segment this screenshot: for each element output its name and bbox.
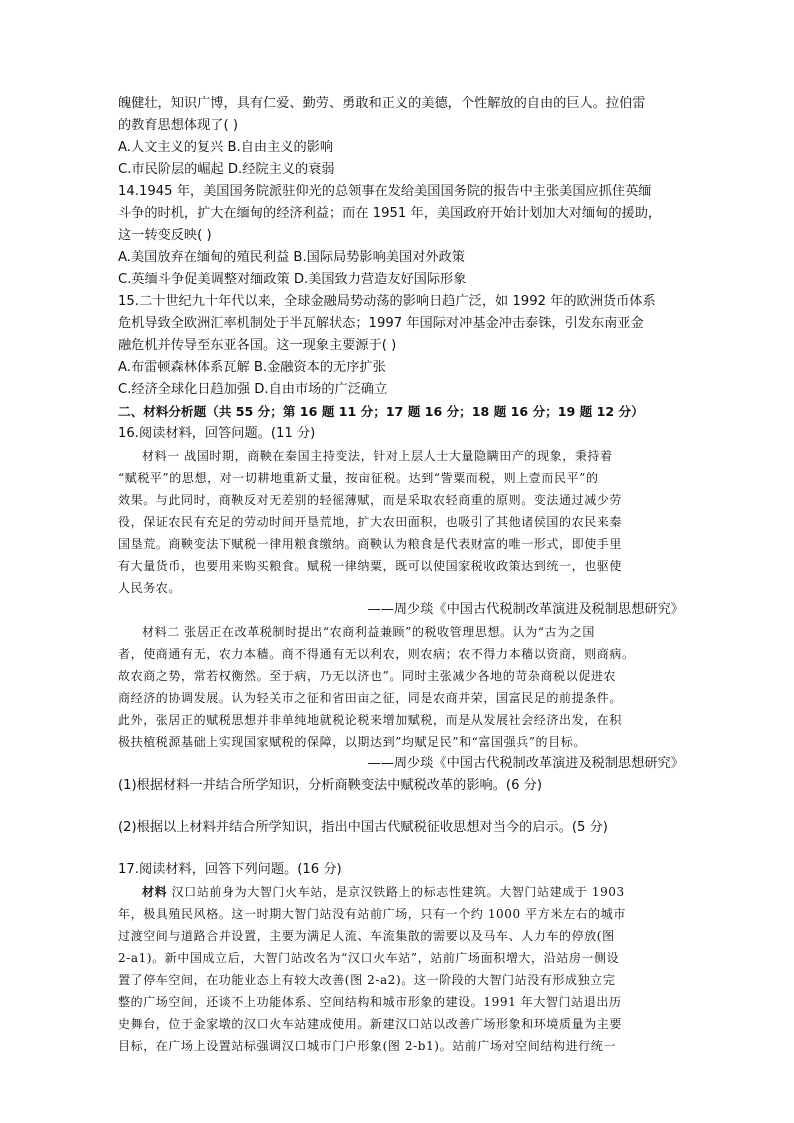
- q15-stem-line: 15.二十世纪九十年代以来，全球金融局势动荡的影响日趋广泛，如 1992 年的欧洲货币体系: [118, 294, 656, 309]
- q14-options-cd: C.英缅斗争促美调整对缅政策 D.美国致力营造友好国际形象: [118, 272, 467, 287]
- q13-stem-line: 魄健壮，知识广博，具有仁爱、勤劳、勇敢和正义的美德，个性解放的自由的巨人。拉伯雷: [118, 96, 646, 111]
- q16-material2-source: ——周少琰《中国古代税制改革演进及税制思想研究》: [367, 756, 684, 771]
- q15-stem-line: 危机导致全欧洲汇率机制处于半瓦解状态；1997 年国际对冲基金冲击泰铢，引发东南亚金: [118, 316, 644, 331]
- q17-material-line: 过渡空间与道路合并设置，主要为满足人流、车流集散的需要以及马车、人力车的停放(图: [118, 929, 615, 943]
- q17-material-line: 年，极具殖民风格。这一时期大智门站没有站前广场，只有一个约 1000 平方米左右的城市: [118, 907, 626, 921]
- q13-options-cd: C.市民阶层的崛起 D.经院主义的衰弱: [118, 162, 335, 177]
- q16-material2-line: 商经济的协调发展。认为轻关市之征和省田亩之征，同是农商并荣，国富民足的前提条件。: [118, 691, 623, 705]
- q15-options-cd: C.经济全球化日趋加强 D.自由市场的广泛确立: [118, 382, 388, 397]
- q17-material-line: 2-a1)。新中国成立后，大智门站改名为“汉口火车站”，站前广场面积增大，沿站房一侧设: [118, 951, 620, 965]
- q16-material1-line: 国垦荒。商鞅变法下赋税一律用粮食缴纳。商鞅认为粮食是代表财富的唯一形式，即使手里: [118, 537, 623, 551]
- q17-title: 17.阅读材料，回答下列问题。(16 分): [118, 862, 342, 877]
- q16-material2-line: 极扶植税源基础上实现国家赋税的保障，以期达到”均赋足民”和“富国强兵”的目标。: [118, 735, 586, 749]
- q15-stem-line: 融危机并传导至东亚各国。这一现象主要源于( ): [118, 338, 397, 353]
- q16-material1-line: 有大量货币，也要用来购买粮食。赋税一律纳粟，既可以使国家税收政策达到统一，也驱使: [118, 559, 623, 573]
- q16-material1-line: 效果。与此同时，商鞅反对无差别的轻徭薄赋，而是采取农轻商重的原则。变法通过减少劳: [118, 493, 623, 507]
- q16-material2-line: 故农商之势，常若权衡然。至于病，乃无以济也”。同时主张减少各地的苛杂商税以促进农: [118, 669, 617, 683]
- q16-material1-line: 材料一 战国时期，商鞅在秦国主持变法，针对上层人士大量隐瞒田产的现象，秉持着: [142, 449, 613, 463]
- q16-material1-line: 人民务农。: [118, 581, 182, 595]
- q16-material2-line: 此外，张居正的赋税思想并非单纯地就税论税来增加赋税，而是从发展社会经济出发，在积: [118, 713, 623, 727]
- q16-material1-line: 役，保证农民有充足的劳动时间开垦荒地，扩大农田面积，也吸引了其他诸侯国的农民来秦: [118, 515, 623, 529]
- q16-subquestion-2: (2)根据以上材料并结合所学知识，指出中国古代赋税征收思想对当今的启示。(5 分): [118, 820, 608, 835]
- q15-options-ab: A.布雷顿森林体系瓦解 B.金融资本的无序扩张: [118, 360, 386, 375]
- q16-material2-line: 材料二 张居正在改革税制时提出“农商利益兼顾”的税收管理思想。认为“古为之国: [142, 625, 596, 639]
- q16-material2-line: 者，使商通有无，农力本穑。商不得通有无以利农，则农病；农不得力本穑以资商，则商病。: [118, 647, 635, 661]
- q16-material1-line: “赋税平”的思想，对一切耕地重新丈量，按亩征税。达到“訾粟而税，则上壹而民平”的: [118, 471, 599, 485]
- q13-stem-line: 的教育思想体现了( ): [118, 118, 238, 133]
- q14-stem-line: 斗争的时机，扩大在缅甸的经济利益；而在 1951 年，美国政府开始计划加大对缅甸的援助，: [118, 206, 662, 221]
- q16-material1-source: ——周少琰《中国古代税制改革演进及税制思想研究》: [367, 602, 684, 617]
- q16-title: 16.阅读材料，回答问题。(11 分): [118, 426, 316, 441]
- q17-material-line: 置了停车空间，在功能业态上有较大改善(图 2-a2)。这一阶段的大智门站没有形成独立完: [118, 973, 616, 987]
- section-heading: 二、材料分析题（共 55 分；第 16 题 11 分；17 题 16 分；18 题 16 分；19 题 12 分）: [118, 404, 644, 419]
- q17-material-line: 目标，在广场上设置站标强调汉口城市门户形象(图 2-b1)。站前广场对空间结构进行统一: [118, 1039, 616, 1053]
- q17-material-line: [142, 882, 625, 902]
- q14-stem-line: 14.1945 年，美国国务院派驻仰光的总领事在发给美国国务院的报告中主张美国应抓住英缅: [118, 184, 652, 199]
- q14-stem-line: 这一转变反映( ): [118, 228, 212, 243]
- q16-subquestion-1: (1)根据材料一并结合所学知识，分析商鞅变法中赋税改革的影响。(6 分): [118, 778, 542, 793]
- q17-material-line: 史舞台，位于金家墩的汉口火车站建成使用。新建汉口站以改善广场形象和环境质量为主要: [118, 1017, 623, 1031]
- q14-options-ab: A.美国放弃在缅甸的殖民利益 B.国际局势影响美国对外政策: [118, 250, 465, 265]
- q17-material-label: 材料: [142, 885, 168, 899]
- q17-material-first: 汉口站前身为大智门火车站，是京汉铁路上的标志性建筑。大智门站建成于 1903: [167, 885, 625, 899]
- q13-options-ab: A.人文主义的复兴 B.自由主义的影响: [118, 140, 334, 155]
- q17-material-line: 整的广场空间，还谈不上功能体系、空间结构和城市形象的建设。1991 年大智门站退出历: [118, 995, 622, 1009]
